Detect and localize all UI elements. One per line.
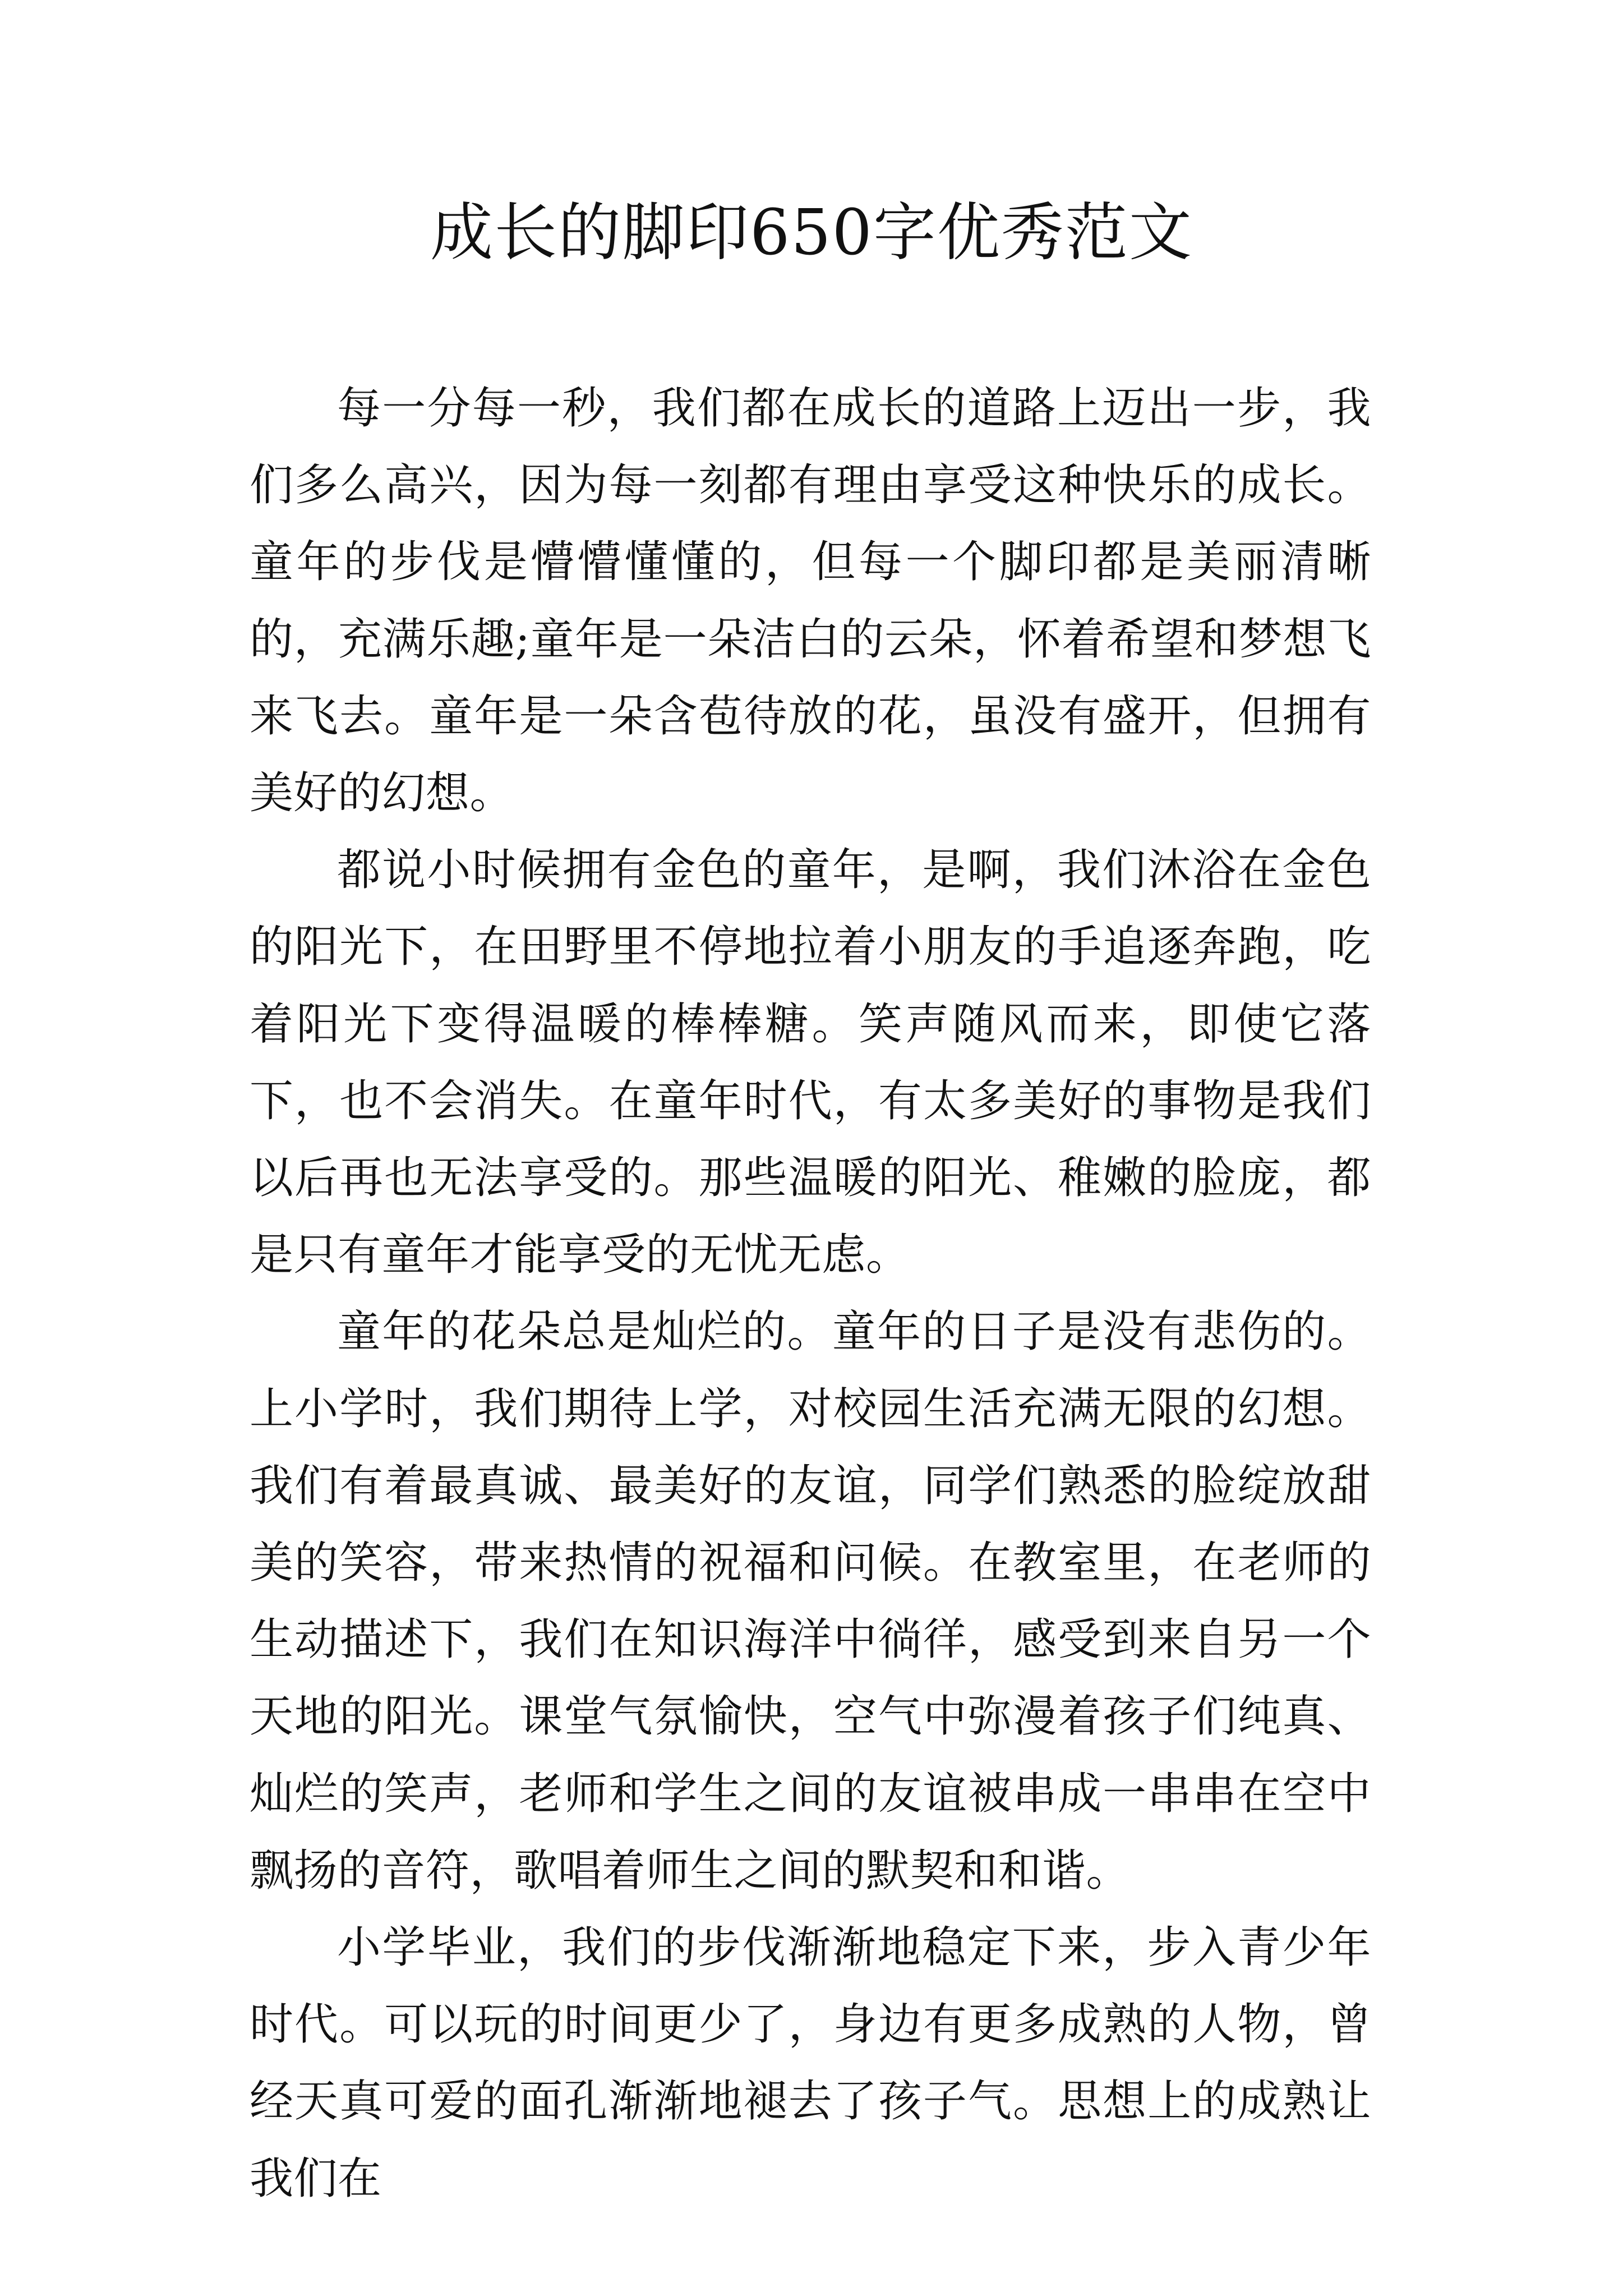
- paragraph-4: 小学毕业，我们的步伐渐渐地稳定下来，步入青少年时代。可以玩的时间更少了，身边有更多成熟的人物，曾经天真可爱的面孔渐渐地褪去了孩子气。思想上的成熟让我们在: [250, 1922, 1371, 2204]
- document-body: [250, 370, 1371, 2217]
- paragraph-2: 都说小时候拥有金色的童年，是啊，我们沐浴在金色的阳光下，在田野里不停地拉着小朋友的手追逐奔跑，吃着阳光下变得温暖的棒棒糖。笑声随风而来，即使它落下，也不会消失。在童年时代，有太多美好的事物是我们以后再也无法享受的。那些温暖的阳光、稚嫩的脸庞，都是只有童年才能享受的无忧无虑。: [250, 845, 1371, 1281]
- paragraph-3: 童年的花朵总是灿烂的。童年的日子是没有悲伤的。上小学时，我们期待上学，对校园生活充满无限的幻想。我们有着最真诚、最美好的友谊，同学们熟悉的脸绽放甜美的笑容，带来热情的祝福和问候。在教室里，在老师的生动描述下，我们在知识海洋中徜徉，感受到来自另一个天地的阳光。课堂气氛愉快，空气中弥漫着孩子们纯真、灿烂的笑声，老师和学生之间的友谊被串成一串串在空中飘扬的音符，歌唱着师生之间的默契和和谐。: [250, 1306, 1371, 1896]
- paragraph-1: 每一分每一秒，我们都在成长的道路上迈出一步，我们多么高兴，因为每一刻都有理由享受这种快乐的成长。童年的步伐是懵懵懂懂的，但每一个脚印都是美丽清晰的，充满乐趣;童年是一朵洁白的云朵，怀着希望和梦想飞来飞去。童年是一朵含苞待放的花，虽没有盛开，但拥有美好的幻想。: [250, 383, 1371, 819]
- document-title: 成长的脚印650字优秀范文: [430, 196, 1193, 269]
